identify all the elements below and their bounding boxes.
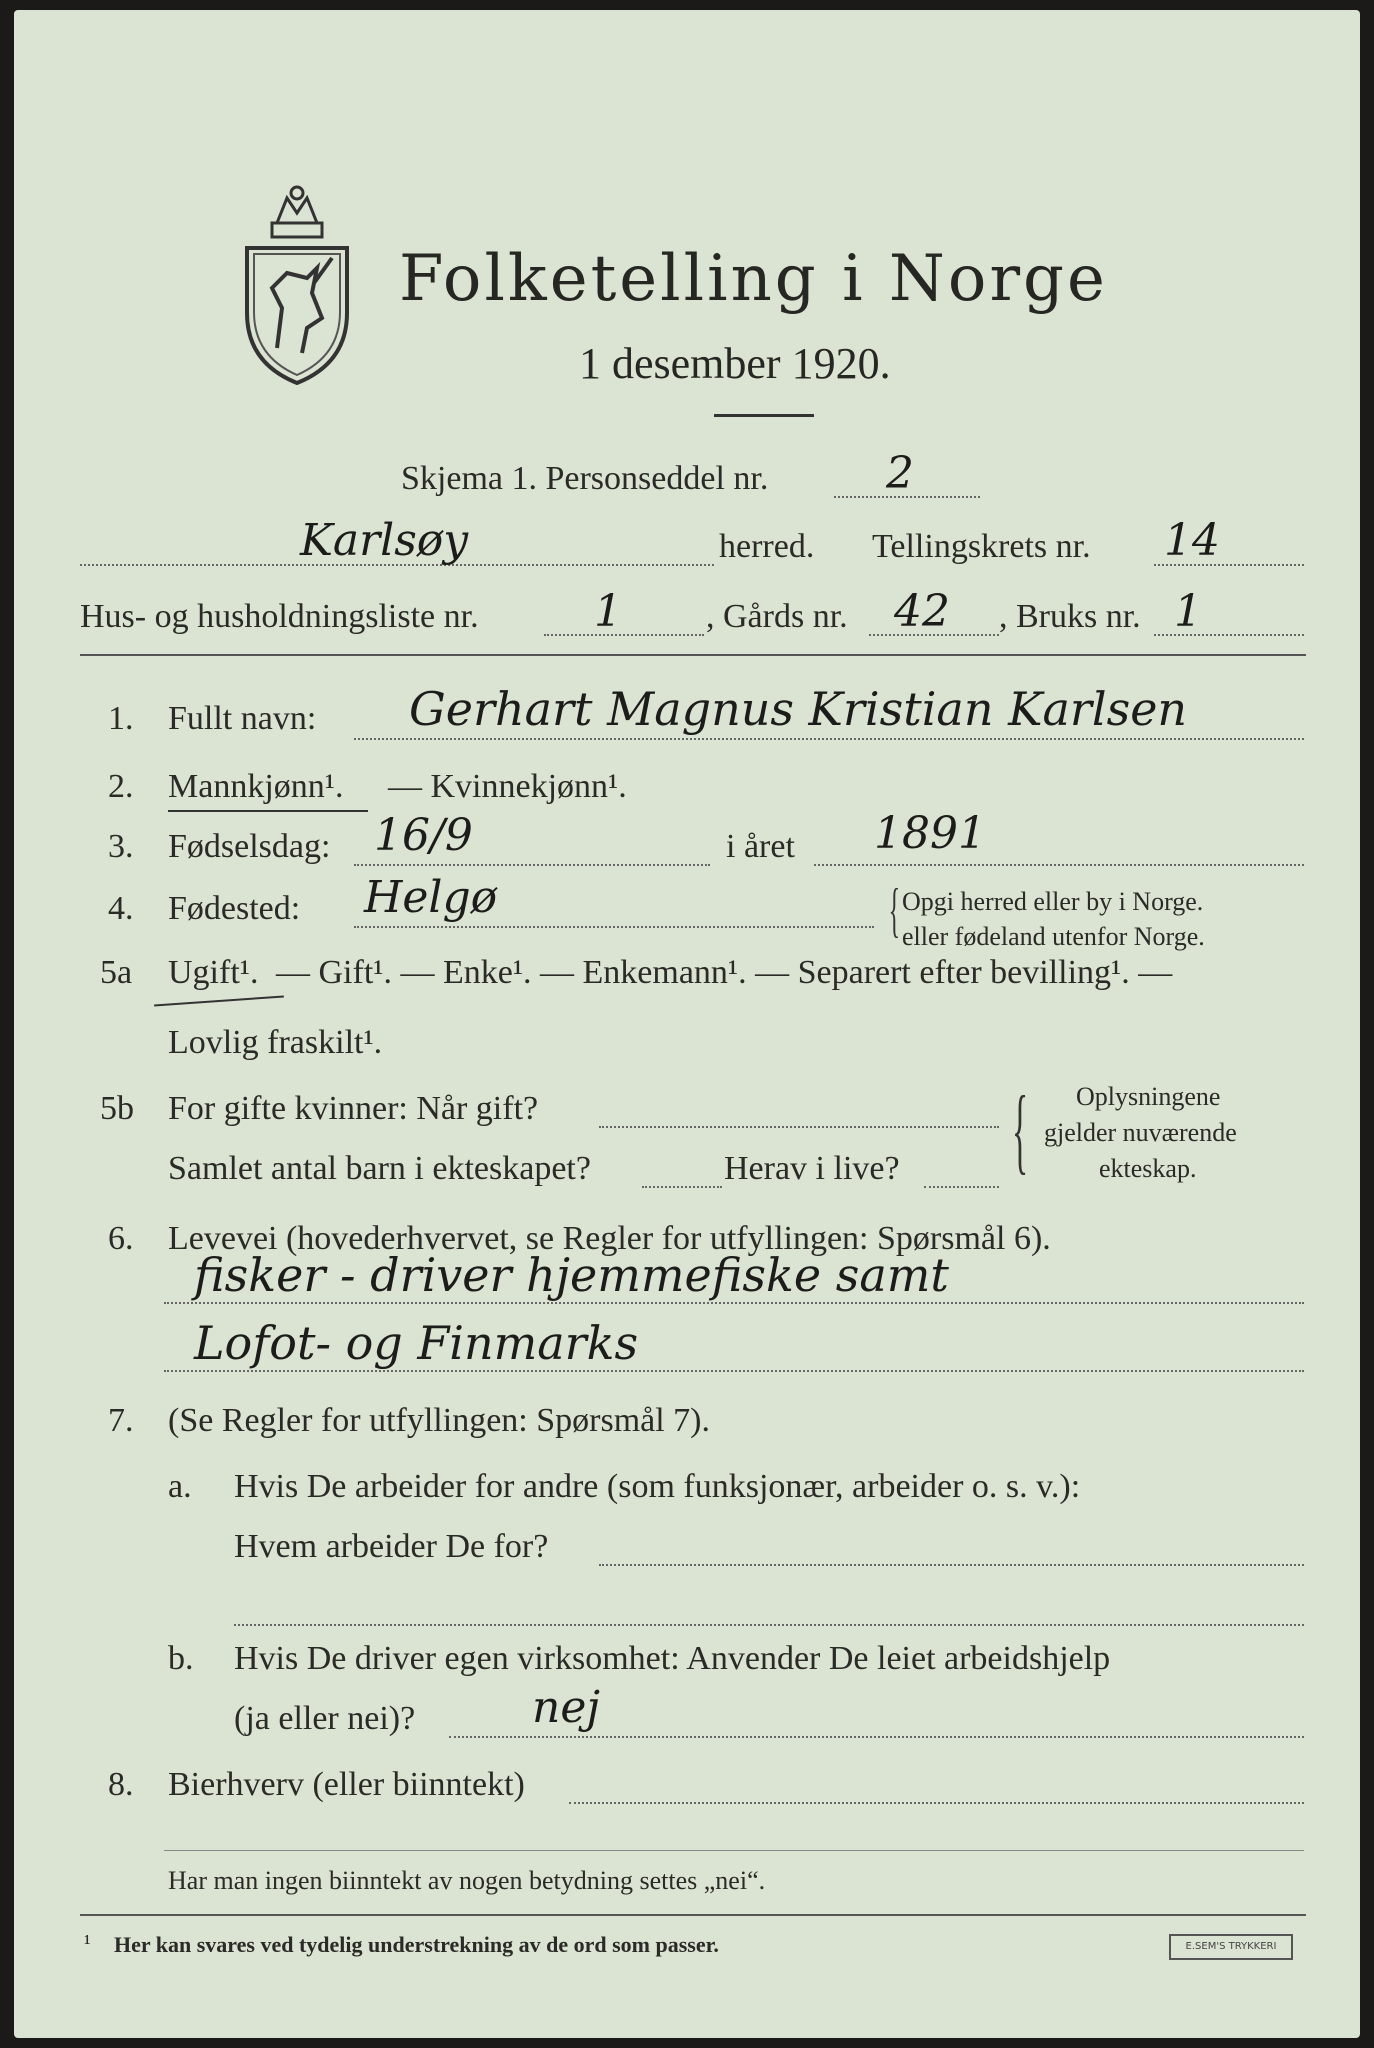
q1-label: Fullt navn: bbox=[168, 700, 317, 737]
q8-number: 8. bbox=[108, 1766, 134, 1803]
q8-label: Bierhverv (eller biinntekt) bbox=[168, 1766, 525, 1803]
q7a-sub-label: Hvem arbeider De for? bbox=[234, 1528, 549, 1565]
q5a-underline-mark bbox=[154, 995, 284, 1006]
q5b-note-line3: ekteskap. bbox=[1099, 1154, 1197, 1183]
husliste-value[interactable]: 1 bbox=[594, 586, 622, 637]
skjema-value[interactable]: 2 bbox=[886, 448, 914, 499]
q7b-line bbox=[449, 1736, 1304, 1738]
tellingskrets-label: Tellingskrets nr. bbox=[872, 528, 1091, 565]
q4-brace: { bbox=[888, 877, 901, 943]
bruks-value[interactable]: 1 bbox=[1174, 586, 1202, 637]
q3-year-label: i året bbox=[726, 828, 795, 865]
q6-number: 6. bbox=[108, 1220, 134, 1257]
q3-year-line bbox=[814, 864, 1304, 866]
q5b-number: 5b bbox=[100, 1090, 134, 1127]
q1-line bbox=[354, 738, 1304, 740]
q4-line bbox=[354, 926, 874, 928]
q6-line2 bbox=[164, 1370, 1304, 1372]
q8-line bbox=[569, 1802, 1304, 1804]
gards-label: , Gårds nr. bbox=[706, 598, 848, 635]
q7a-line1 bbox=[599, 1564, 1304, 1566]
q5b-note-line2: gjelder nuværende bbox=[1044, 1118, 1237, 1147]
footer-separator bbox=[80, 1914, 1306, 1916]
q5a-lovlig-fraskilt[interactable]: Lovlig fraskilt¹. bbox=[168, 1024, 383, 1061]
q7-number: 7. bbox=[108, 1402, 134, 1439]
q5b-line-naar-gift bbox=[599, 1126, 999, 1128]
q4-note-line2: eller fødeland utenfor Norge. bbox=[902, 922, 1205, 951]
q4-value-birthplace[interactable]: Helgø bbox=[364, 872, 498, 923]
q5b-line-herav-i-live bbox=[924, 1186, 999, 1188]
printer-stamp: E.SEM'S TRYKKERI bbox=[1169, 1934, 1293, 1960]
q2-mannkjonn[interactable]: Mannkjønn¹. bbox=[168, 768, 344, 805]
q6-label: Levevei (hovederhvervet, se Regler for utfyllingen: Spørsmål 6). bbox=[168, 1220, 1051, 1257]
q2-kvinnekjonn[interactable]: — Kvinnekjønn¹. bbox=[388, 768, 627, 805]
q5b-label-naar-gift: For gifte kvinner: Når gift? bbox=[168, 1090, 539, 1127]
title-divider bbox=[714, 414, 814, 417]
herred-label: herred. bbox=[719, 528, 815, 565]
footnote-text: Her kan svares ved tydelig understrekning av de ord som passer. bbox=[114, 1932, 719, 1957]
bruks-label: , Bruks nr. bbox=[999, 598, 1141, 635]
q5a-options[interactable]: — Gift¹. — Enke¹. — Enkemann¹. — Separert efter bevilling¹. — bbox=[276, 954, 1173, 991]
q1-value-full-name[interactable]: Gerhart Magnus Kristian Karlsen bbox=[409, 682, 1188, 736]
coat-of-arms-icon bbox=[232, 178, 362, 388]
q7b-letter: b. bbox=[168, 1640, 194, 1677]
q3-line bbox=[354, 864, 710, 866]
q6-line1 bbox=[164, 1302, 1304, 1304]
q5b-note-line1: Oplysningene bbox=[1076, 1082, 1221, 1111]
skjema-label: Skjema 1. Personseddel nr. bbox=[401, 460, 769, 497]
husliste-line bbox=[544, 634, 704, 636]
q3-number: 3. bbox=[108, 828, 134, 865]
q4-note-line1: Opgi herred eller by i Norge. bbox=[902, 887, 1204, 916]
q5a-number: 5a bbox=[100, 954, 133, 991]
q2-underline-mark bbox=[168, 810, 368, 812]
form-title: Folketelling i Norge bbox=[399, 242, 1108, 316]
q7b-label: Hvis De driver egen virksomhet: Anvender De leiet arbeidshjelp bbox=[234, 1640, 1111, 1677]
q7a-label: Hvis De arbeider for andre (som funksjonær, arbeider o. s. v.): bbox=[234, 1468, 1081, 1505]
q8-note: Har man ingen biinntekt av nogen betydning settes „nei“. bbox=[168, 1866, 766, 1895]
q4-number: 4. bbox=[108, 890, 134, 927]
q7a-line2 bbox=[234, 1624, 1304, 1626]
gards-value[interactable]: 42 bbox=[894, 586, 950, 637]
herred-value[interactable]: Karlsøy bbox=[300, 515, 469, 566]
q4-label: Fødested: bbox=[168, 890, 301, 927]
tellingskrets-value[interactable]: 14 bbox=[1164, 515, 1220, 566]
footnote-mark: ¹ bbox=[84, 1930, 91, 1955]
husliste-label: Hus- og husholdningsliste nr. bbox=[80, 598, 479, 635]
q3-value-birthday[interactable]: 16/9 bbox=[374, 810, 473, 861]
q7b-sub-label: (ja eller nei)? bbox=[234, 1700, 416, 1737]
header-separator bbox=[80, 654, 1306, 656]
q8-line2 bbox=[164, 1850, 1304, 1851]
q7-label: (Se Regler for utfyllingen: Spørsmål 7). bbox=[168, 1402, 711, 1439]
q5a-ugift[interactable]: Ugift¹. bbox=[168, 954, 259, 991]
q5b-brace: { bbox=[1012, 1076, 1029, 1183]
q5b-label-antal-barn: Samlet antal barn i ekteskapet? bbox=[168, 1150, 591, 1187]
q1-number: 1. bbox=[108, 700, 134, 737]
census-date: 1 desember 1920. bbox=[579, 339, 891, 388]
q5b-line-antal-barn bbox=[642, 1186, 722, 1188]
q2-number: 2. bbox=[108, 768, 134, 805]
q3-label: Fødselsdag: bbox=[168, 828, 331, 865]
q6-value-line2[interactable]: Lofot- og Finmarks bbox=[194, 1316, 639, 1370]
q6-value-line1[interactable]: fisker - driver hjemmefiske samt bbox=[194, 1248, 949, 1302]
q7b-value[interactable]: nej bbox=[532, 1682, 601, 1733]
q3-year-value[interactable]: 1891 bbox=[874, 808, 986, 859]
q5b-label-herav-i-live: Herav i live? bbox=[724, 1150, 900, 1187]
q7a-letter: a. bbox=[168, 1468, 192, 1505]
census-form bbox=[14, 10, 1360, 2038]
